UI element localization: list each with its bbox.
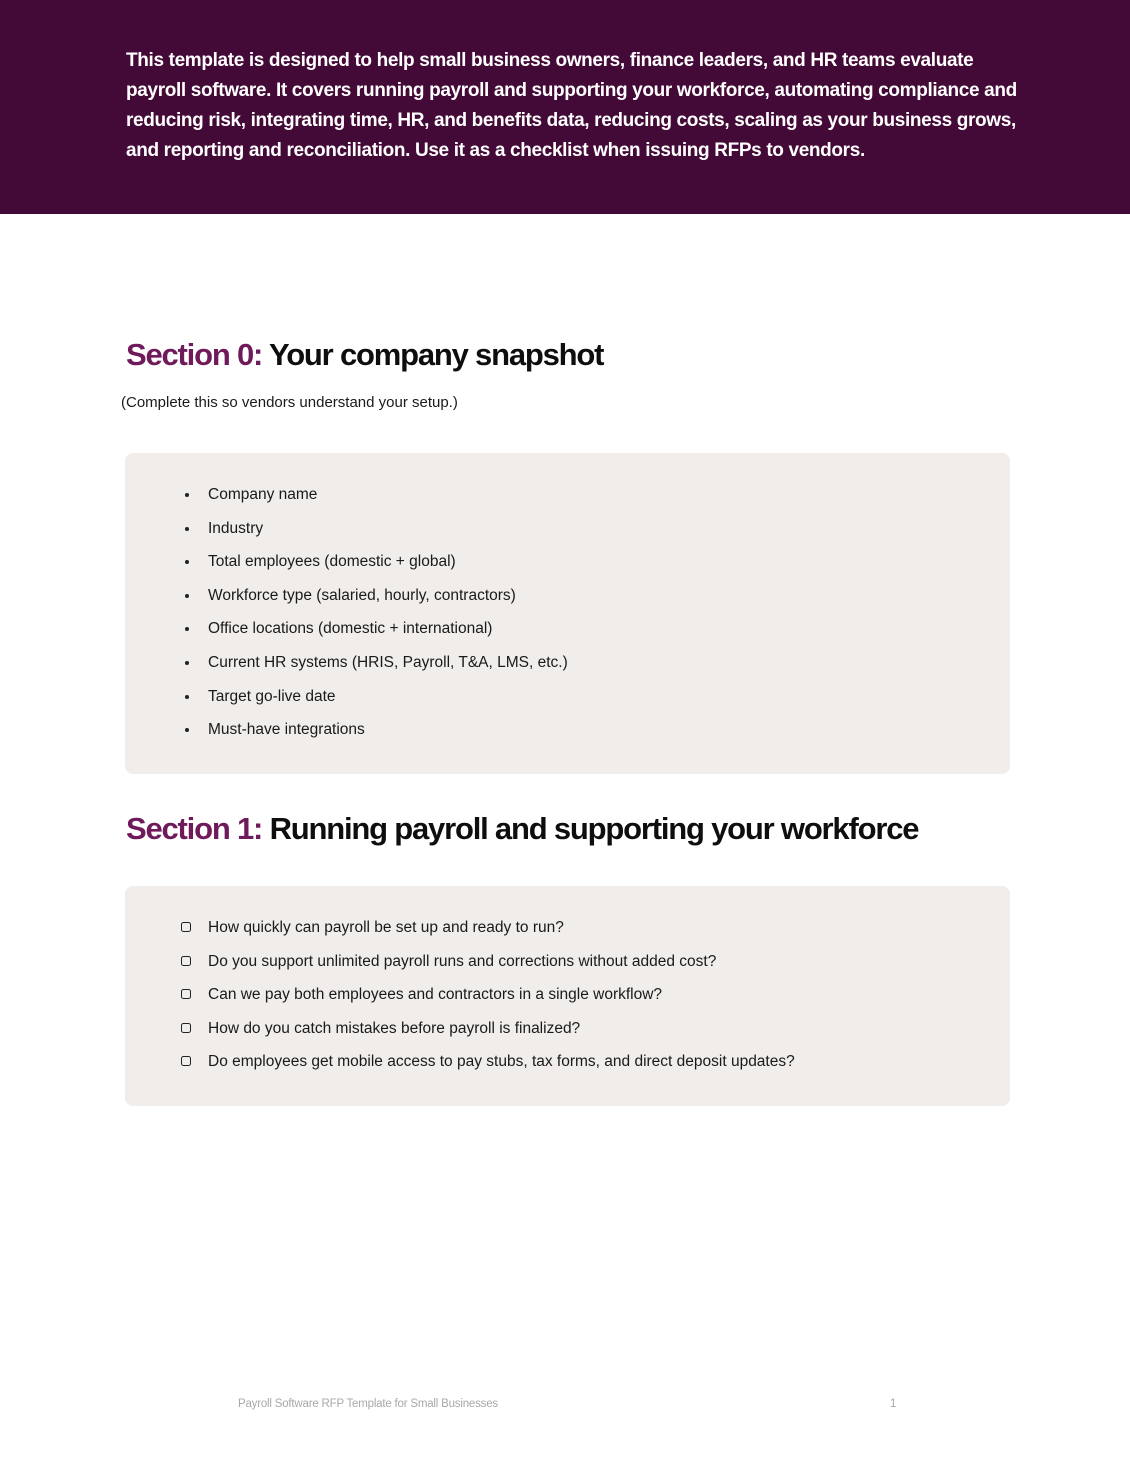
bullet-icon	[185, 527, 189, 531]
section-0-subtitle: (Complete this so vendors understand your setup.)	[121, 394, 458, 411]
checklist-item: How quickly can payroll be set up and ready to run?	[181, 917, 795, 951]
checklist-item: How do you catch mistakes before payroll is finalized?	[181, 1018, 795, 1052]
intro-banner	[0, 0, 1130, 214]
checkbox-icon[interactable]	[181, 1023, 191, 1033]
checkbox-icon[interactable]	[181, 956, 191, 966]
section-0-title	[126, 337, 603, 373]
checkbox-icon[interactable]	[181, 922, 191, 932]
list-item: Workforce type (salaried, hourly, contractors)	[181, 585, 568, 619]
payroll-checklist	[181, 917, 795, 1085]
footer-document-title: Payroll Software RFP Template for Small Businesses	[238, 1398, 498, 1410]
checklist-item: Do you support unlimited payroll runs and corrections without added cost?	[181, 951, 795, 985]
bullet-icon	[185, 493, 189, 497]
list-item: Company name	[181, 484, 568, 518]
section-0-heading: Your company snapshot	[269, 337, 604, 372]
list-item: Must-have integrations	[181, 719, 568, 753]
bullet-icon	[185, 627, 189, 631]
checklist-item: Do employees get mobile access to pay stubs, tax forms, and direct deposit updates?	[181, 1051, 795, 1085]
checkbox-icon[interactable]	[181, 1056, 191, 1066]
section-1-number: Section 1:	[126, 811, 263, 846]
section-1-title	[126, 811, 918, 847]
footer-page-number: 1	[890, 1398, 897, 1410]
company-snapshot-list	[181, 484, 568, 753]
checkbox-icon[interactable]	[181, 989, 191, 999]
section-0-number: Section 0:	[126, 337, 263, 372]
section-0-panel	[125, 453, 1010, 774]
list-item: Industry	[181, 518, 568, 552]
intro-text: This template is designed to help small business owners, finance leaders, and HR teams evaluate payroll software. It covers running payroll and supporting your workforce, automating compliance and reducing risk, integrating time, HR, and benefits data, reducing costs, scaling as your business grows, and reporting and reconciliation. Use it as a checklist when issuing RFPs to vendors.	[126, 50, 1017, 161]
bullet-icon	[185, 594, 189, 598]
checklist-item: Can we pay both employees and contractors in a single workflow?	[181, 984, 795, 1018]
bullet-icon	[185, 560, 189, 564]
list-item: Current HR systems (HRIS, Payroll, T&A, LMS, etc.)	[181, 652, 568, 686]
list-item: Office locations (domestic + international)	[181, 618, 568, 652]
bullet-icon	[185, 728, 189, 732]
bullet-icon	[185, 661, 189, 665]
list-item: Target go-live date	[181, 686, 568, 720]
section-1-panel	[125, 886, 1010, 1106]
list-item: Total employees (domestic + global)	[181, 551, 568, 585]
section-1-heading: Running payroll and supporting your workforce	[269, 811, 919, 846]
bullet-icon	[185, 695, 189, 699]
